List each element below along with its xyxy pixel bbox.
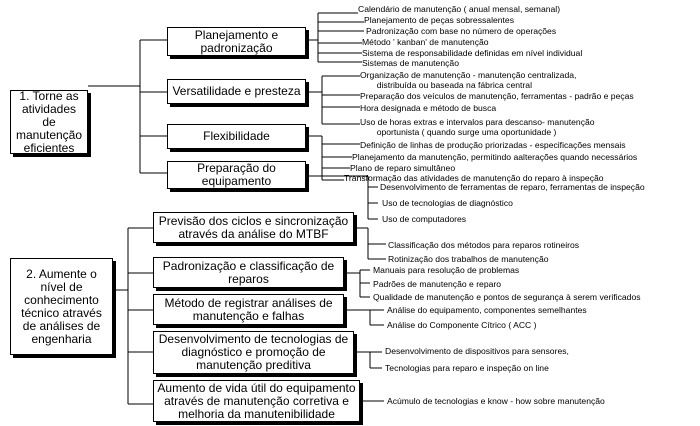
item-sensores: Desenvolvimento de dispositivos para sensores,: [385, 346, 569, 356]
measure-planejamento-label: Planejamento e padronização: [194, 27, 279, 55]
item-pecas-sobressalentes: Planejamento de peças sobressalentes: [364, 15, 515, 25]
item-diagnostico: Uso de tecnologias de diagnóstico: [382, 198, 513, 208]
measure-mtbf-label: Previsão dos ciclos e sincronização através da análise do MTBF: [158, 213, 349, 241]
measure-preditiva-box: [153, 331, 354, 374]
item-analise-acc: Análise do Componente Cítrico ( ACC ): [387, 320, 537, 330]
measure-mtbf-box: [153, 212, 354, 243]
measure-versatilidade-box: [167, 79, 306, 104]
goal-2-label: 2. Aumente o nível de conhecimento técnico através de análises de engenharia: [21, 266, 102, 346]
connector-goal-1: [88, 40, 167, 173]
item-computadores: Uso de computadores: [382, 214, 467, 224]
connector-measure-2-1: [354, 228, 386, 259]
item-transformacao: Transformação das atividades de manutenção do reparo à inspeção: [344, 173, 604, 183]
measure-preditiva-label: Desenvolvimento de tecnologias de diagnóstico e promoção de manutenção preditiva: [158, 332, 349, 372]
item-analise-equipamento: Análise do equipamento, componentes semelhantes: [387, 305, 587, 315]
item-calendario: Calendário de manutenção ( anual mensal, semanal): [358, 4, 561, 14]
item-organizacao: Organização de manutenção - manutenção centralizada, distribuída ou baseada na fábrica central: [360, 70, 577, 90]
goal-2-box: [10, 258, 113, 355]
connector-measure-2-3: [344, 310, 384, 325]
measure-flexibilidade-label: Flexibilidade: [203, 129, 270, 143]
item-manuais: Manuais para resolução de problemas: [373, 265, 520, 275]
item-ferramentas-reparo: Desenvolvimento de ferramentas de reparo, ferramentas de inspeção: [380, 182, 645, 192]
connector-measure-1-2: [306, 76, 360, 124]
item-padronizacao-operacoes: Padronização com base no número de operações: [366, 26, 557, 36]
item-reparo-simultaneo: Plano de reparo simultâneo: [350, 163, 456, 173]
measure-vida-util-label: Aumento de vida útil do equipamento através de manutenção corretiva e melhoria da manutenibilidade: [157, 380, 356, 421]
item-classificacao-metodos: Classificação dos métodos para reparos rotineiros: [388, 240, 580, 250]
item-linhas-producao: Definição de linhas de produção priorizadas - especificações mensais: [360, 140, 626, 150]
item-veiculos: Preparação dos veículos de manutenção, ferramentas - padrão e peças: [360, 91, 634, 101]
goal-1-label: 1. Torne as atividades de manutenção eficientes: [15, 88, 83, 155]
item-hora-designada: Hora designada e método de busca: [360, 103, 497, 113]
item-kanban: Método ' kanban' de manutenção: [362, 37, 489, 47]
measure-planejamento-box: [167, 27, 306, 56]
item-planejamento-alteracoes: Planejamento da manutenção, permitindo aalterações quando necessários: [352, 152, 638, 162]
measure-equipamento-label: Preparação do equipamento: [197, 161, 276, 188]
measure-registro-label: Método de registrar análises de manutenção e falhas: [164, 295, 333, 323]
measure-registro-box: [153, 294, 344, 325]
item-qualidade-seguranca: Qualidade de manutenção e pontos de segurança à serem verificados: [373, 292, 641, 302]
measure-reparos-box: [153, 257, 344, 288]
measure-vida-util-box: [153, 380, 360, 422]
item-inspecao-online: Tecnologias para reparo e inspeção on line: [385, 363, 549, 373]
measure-equipamento-box: [167, 161, 306, 189]
item-padroes-reparo: Padrões de manutenção e reparo: [373, 279, 502, 289]
connector-goal-2: [113, 228, 153, 404]
item-sistemas-manutencao: Sistemas de manutenção: [362, 58, 459, 68]
item-rotinizacao: Rotinização dos trabalhos de manutenção: [388, 254, 549, 264]
measure-flexibilidade-box: [167, 124, 306, 149]
connector-measure-1-1: [306, 13, 364, 62]
item-horas-extras: Uso de horas extras e intervalos para descanso- manutenção oportunista ( quando surge uma oportunidade ): [360, 117, 595, 137]
measure-versatilidade-label: Versatilidade e presteza: [172, 84, 301, 98]
goal-1-box: [10, 90, 88, 154]
item-responsabilidade: Sistema de responsabilidade definidas em nível individual: [362, 48, 583, 58]
measure-reparos-label: Padronização e classificação de reparos: [162, 258, 335, 286]
item-know-how: Acúmulo de tecnologias e know - how sobre manutenção: [387, 396, 605, 406]
connector-measure-2-2: [344, 270, 370, 297]
connector-measure-2-4: [354, 352, 382, 368]
